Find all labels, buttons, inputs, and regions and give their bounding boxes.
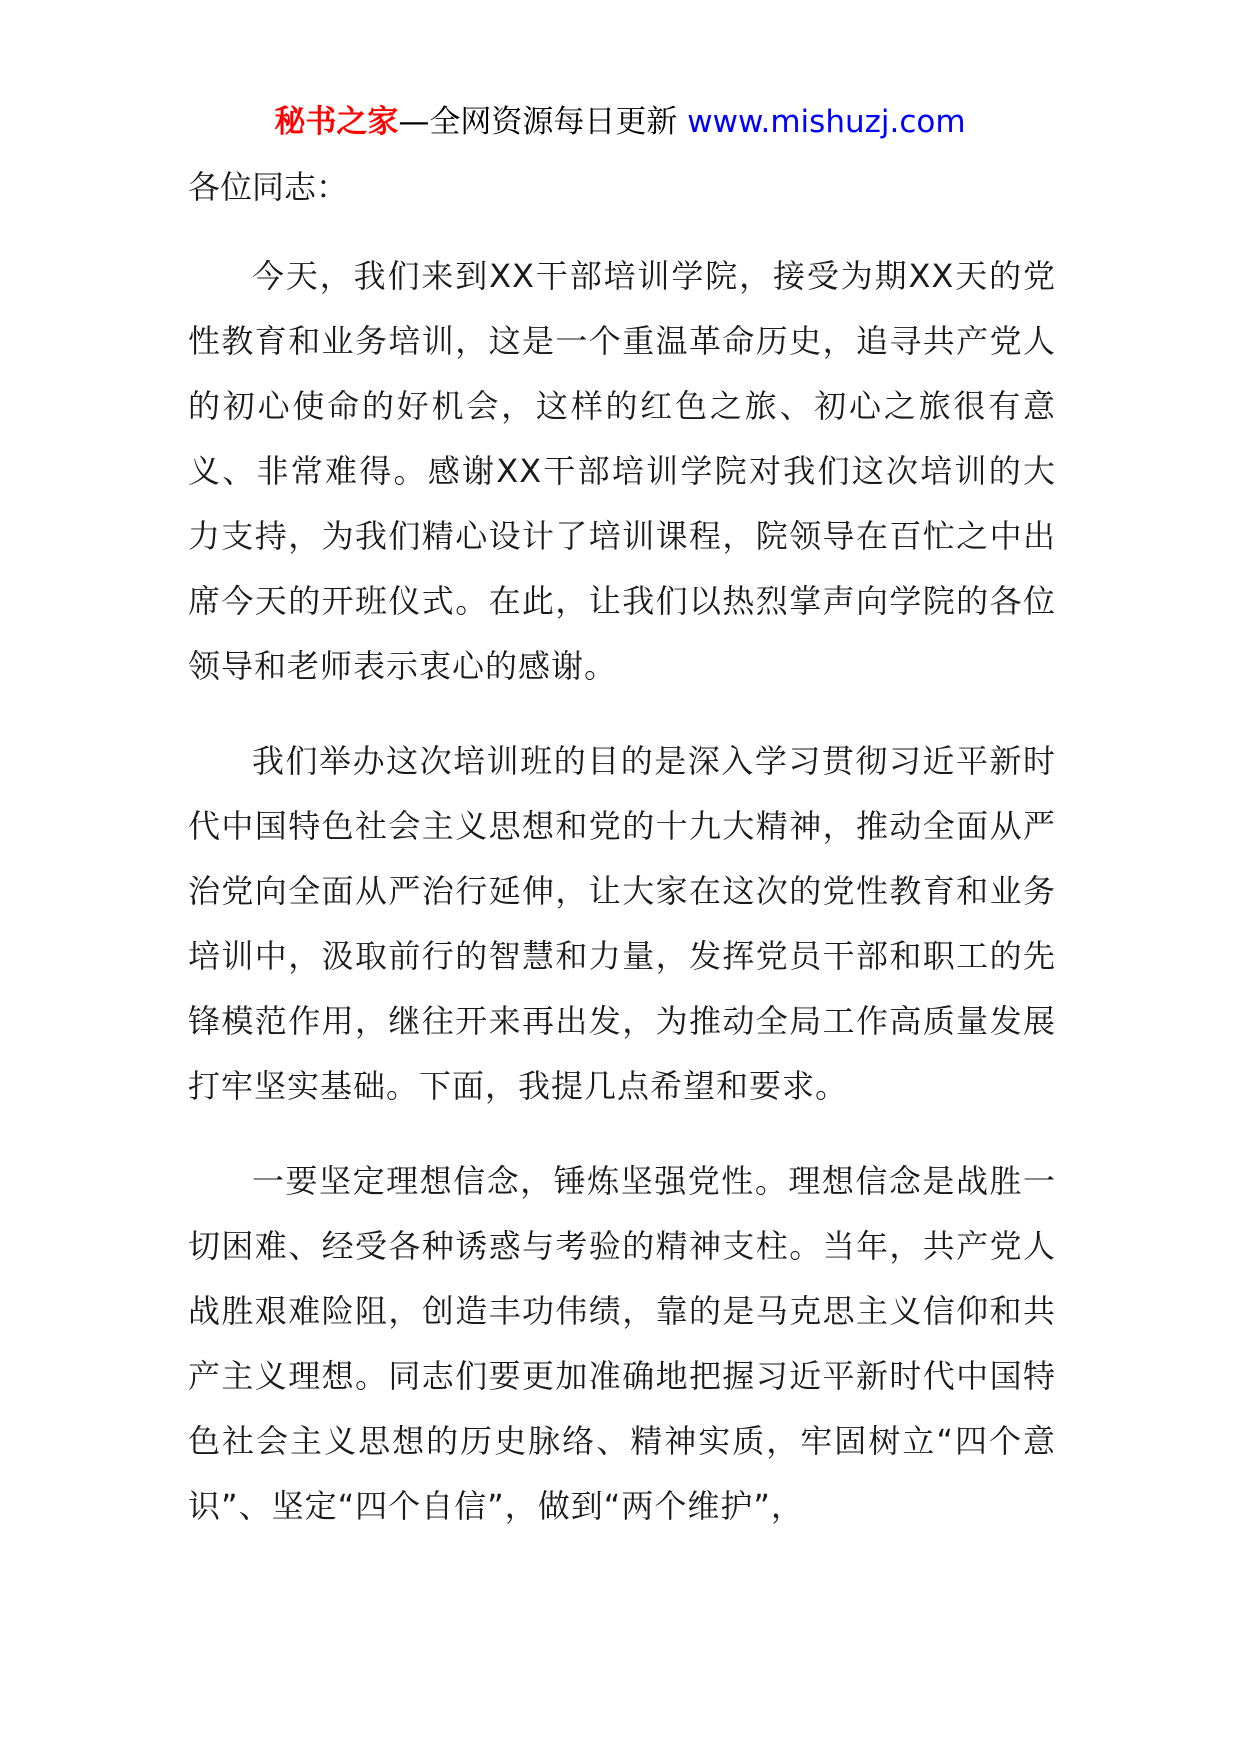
site-header	[0, 102, 1240, 142]
paragraph-purpose: 我们举办这次培训班的目的是深入学习贯彻习近平新时代中国特色社会主义思想和党的十九大精神，推动全面从严治党向全面从严治行延伸，让大家在这次的党性教育和业务培训中，汲取前行的智慧和力量，发挥党员干部和职工的先锋模范作用，继往开来再出发，为推动全局工作高质量发展打牢坚实基础。下面，我提几点希望和要求。	[188, 742, 1056, 1105]
document-body	[188, 160, 1056, 1539]
header-tagline: —全网资源每日更新	[398, 104, 678, 140]
site-url-link[interactable]: www.mishuzj.com	[687, 104, 966, 140]
paragraph-requirement-one: 一要坚定理想信念，锤炼坚强党性。理想信念是战胜一切困难、经受各种诱惑与考验的精神支柱。当年，共产党人战胜艰难险阻，创造丰功伟绩，靠的是马克思主义信仰和共产主义理想。同志们要更加准确地把握习近平新时代中国特色社会主义思想的历史脉络、精神实质，牢固树立“四个意识”、坚定“四个自信”，做到“两个维护”，	[188, 1162, 1056, 1525]
paragraph-opening: 今天，我们来到XX干部培训学院，接受为期XX天的党性教育和业务培训，这是一个重温革命历史，追寻共产党人的初心使命的好机会，这样的红色之旅、初心之旅很有意义、非常难得。感谢XX干部培训学院对我们这次培训的大力支持，为我们精心设计了培训课程，院领导在百忙之中出席今天的开班仪式。在此，让我们以热烈掌声向学院的各位领导和老师表示衷心的感谢。	[188, 257, 1056, 685]
salutation: 各位同志：	[188, 168, 349, 206]
brand-name: 秘书之家	[274, 104, 399, 140]
